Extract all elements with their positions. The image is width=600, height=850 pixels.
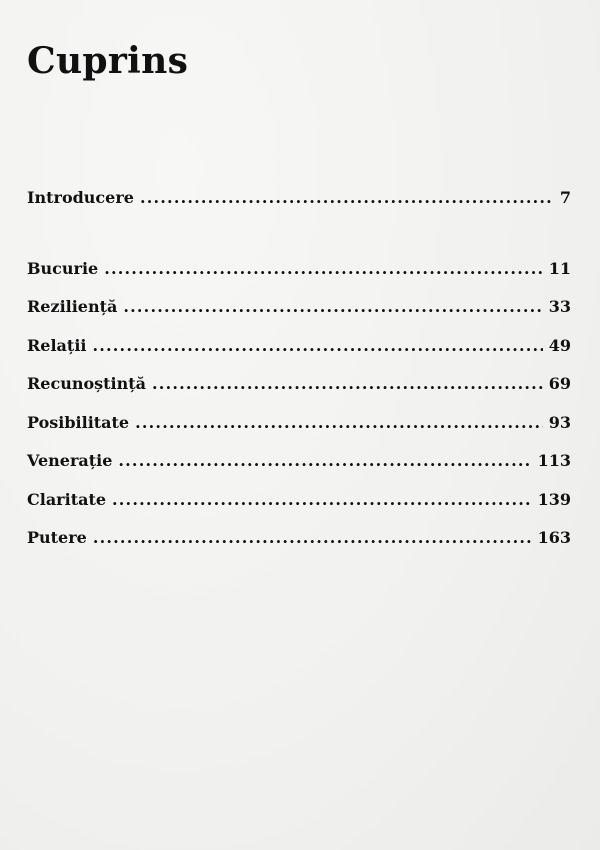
toc-entry-label: Recunoștință [27,374,147,393]
toc-entry-rezilienta [27,297,571,336]
toc-entry-label: Putere [27,528,87,547]
toc-entry-veneratie [27,451,571,490]
table-of-contents [27,188,571,567]
dot-leader [152,374,543,393]
toc-entry-page-number: 139 [537,489,571,509]
toc-entry-label: Reziliență [27,297,118,316]
dot-leader [123,297,542,316]
dot-leader [112,490,532,509]
toc-entry-page-number: 49 [548,335,571,355]
toc-entry-label: Introducere [27,188,134,207]
dot-leader [92,336,542,355]
toc-entry-recunostinta [27,374,571,413]
toc-entry-page-number: 11 [548,258,571,278]
toc-entry-label: Relații [27,335,87,355]
toc-entry-introducere [27,188,571,227]
toc-entry-bucurie [27,259,571,298]
toc-entry-label: Venerație [27,451,113,470]
toc-entry-page-number: 33 [548,297,571,316]
toc-entry-page-number: 7 [559,188,571,207]
toc-entry-page-number: 69 [548,374,571,393]
dot-leader [104,259,543,278]
page-title: Cuprins [27,40,189,82]
toc-entry-page-number: 113 [537,451,571,470]
dot-leader [118,451,531,470]
toc-entry-page-number: 163 [537,528,571,547]
toc-entry-putere [27,528,571,567]
toc-entry-claritate [27,490,571,529]
dot-leader [93,528,532,547]
dot-leader [135,413,543,432]
dot-leader [140,188,554,207]
toc-entry-relatii [27,336,571,375]
toc-entry-label: Posibilitate [27,412,130,432]
toc-entry-page-number: 93 [548,412,571,432]
toc-entry-posibilitate [27,413,571,452]
toc-entry-label: Bucurie [27,258,99,278]
toc-entry-label: Claritate [27,489,107,509]
